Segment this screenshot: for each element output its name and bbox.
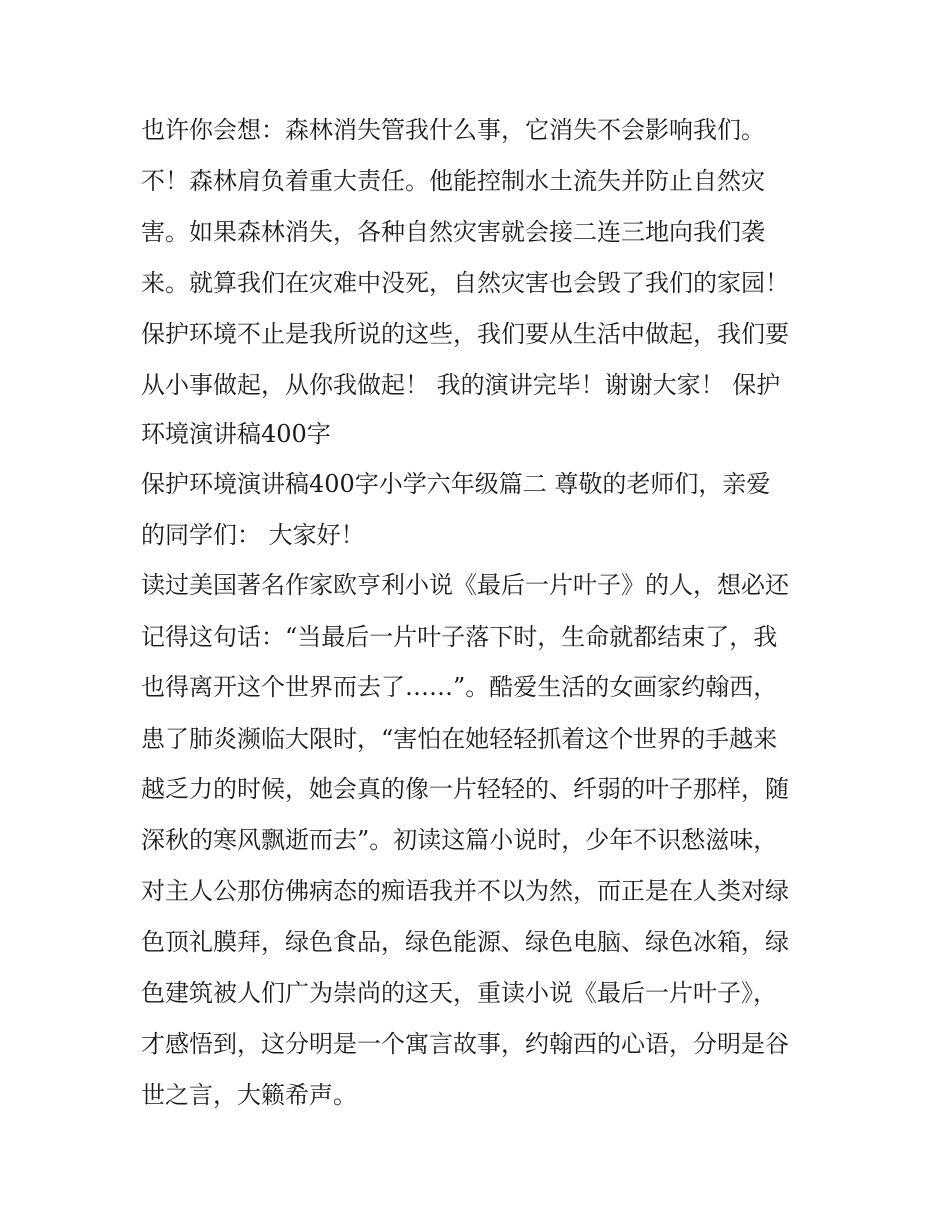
text-line: 色建筑被人们广为崇尚的这天，重读小说《最后一片叶子》， <box>141 979 777 1007</box>
text-line: 环境演讲稿400字 <box>141 420 331 448</box>
text-line: 越乏力的时候，她会真的像一片轻轻的、纤弱的叶子那样，随 <box>141 775 789 803</box>
text-line: 世之言，大籁希声。 <box>141 1081 357 1109</box>
text-line: 记得这句话：“当最后一片叶子落下时，生命就都结束了，我 <box>141 623 778 651</box>
text-line: 的同学们： 大家好！ <box>141 521 365 549</box>
text-line: 不！森林肩负着重大责任。他能控制水土流失并防止自然灾 <box>141 167 765 195</box>
text-line: 保护环境不止是我所说的这些，我们要从生活中做起，我们要 <box>141 320 789 348</box>
text-line: 深秋的寒风飘逝而去”。初读这篇小说时，少年不识愁滋味， <box>141 826 778 854</box>
text-line: 对主人公那仿佛病态的痴语我并不以为然，而正是在人类对绿 <box>141 877 789 905</box>
text-line: 才感悟到，这分明是一个寓言故事，约翰西的心语，分明是谷 <box>141 1030 789 1058</box>
text-line: 从小事做起，从你我做起！ 我的演讲完毕！谢谢大家！ 保护 <box>141 371 781 399</box>
text-line: 读过美国著名作家欧亨利小说《最后一片叶子》的人，想必还 <box>141 571 789 599</box>
text-line: 患了肺炎濒临大限时，“害怕在她轻轻抓着这个世界的手越来 <box>141 725 778 753</box>
text-line: 害。如果森林消失，各种自然灾害就会接二连三地向我们袭 <box>141 218 765 246</box>
text-line: 来。就算我们在灾难中没死，自然灾害也会毁了我们的家园！ <box>141 269 789 297</box>
text-line: 也许你会想：森林消失管我什么事，它消失不会影响我们。 <box>141 116 765 144</box>
text-line: 也得离开这个世界而去了……”。酷爱生活的女画家约翰西， <box>141 673 778 701</box>
text-line: 保护环境演讲稿400字小学六年级篇二 尊敬的老师们，亲爱 <box>141 470 771 498</box>
text-line: 色顶礼膜拜，绿色食品，绿色能源、绿色电脑、绿色冰箱，绿 <box>141 928 789 956</box>
